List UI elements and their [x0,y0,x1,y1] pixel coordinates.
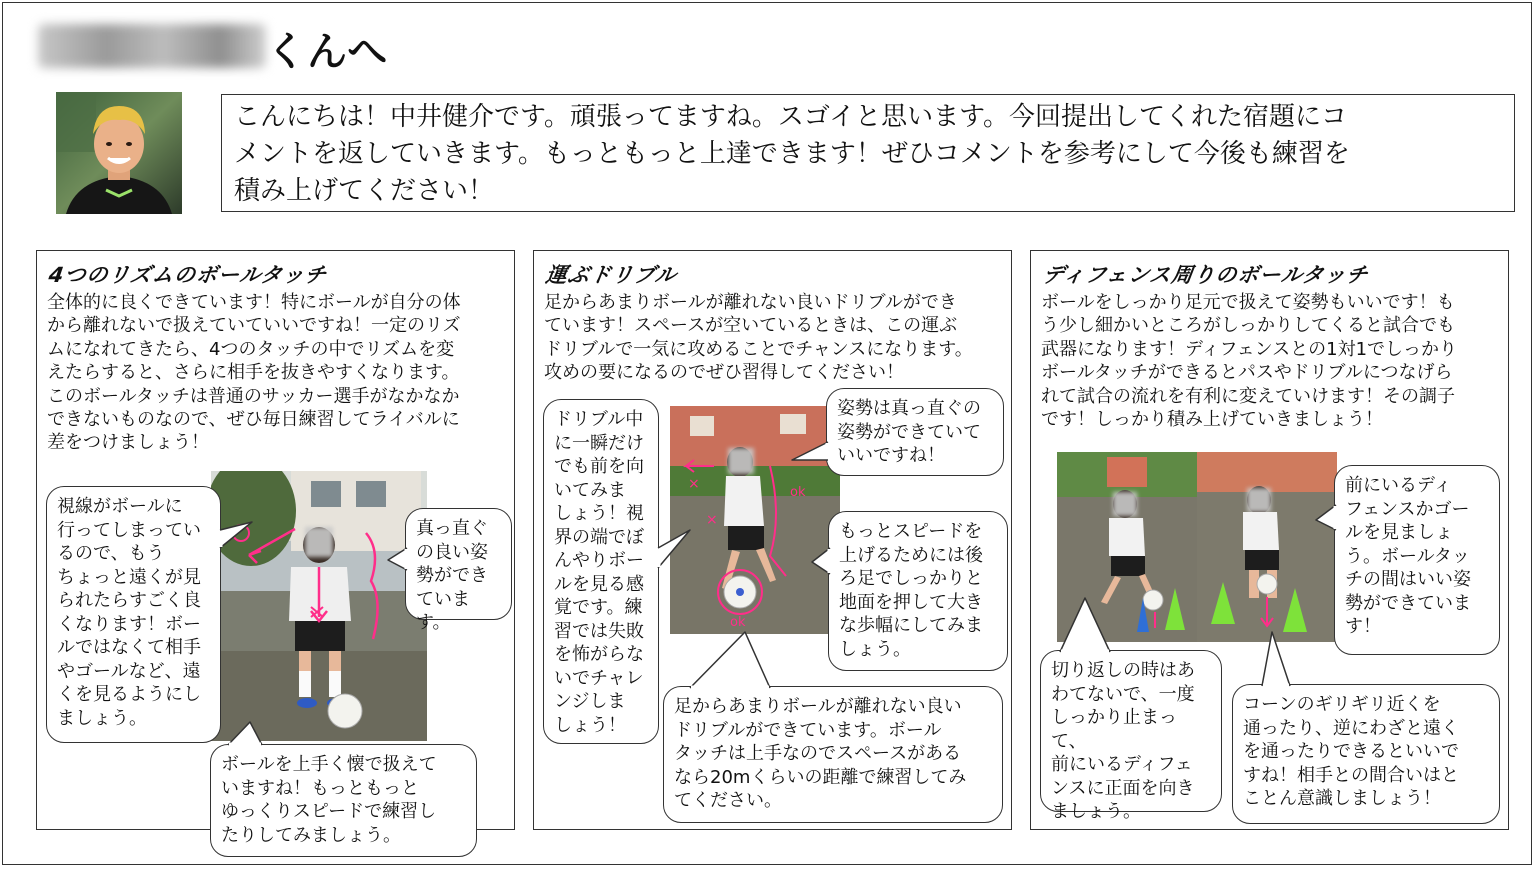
annotation-mark: × [706,512,718,528]
bubble-line: う。ボールタッ [1345,545,1470,567]
panel-body-line: です！しっかり積み上げていきましょう！ [1041,409,1383,431]
player-cone-photo [1197,452,1337,642]
bubble-line: ドリブル中 [554,409,644,430]
bubble-line: いますね！もっともっと [221,777,419,799]
bubble-line: 姿勢ができていて [837,421,981,443]
bubble-line: 地面を押して大き [839,591,983,613]
bubble-line: もっとスピードを [839,521,983,542]
panel-body-line: ボールタッチができるとパスやドリブルにつなげら [1041,362,1453,384]
panel-body-line: う少し細かいところがしっかりしてくると試合でも [1041,315,1455,337]
bubble-line: なら20mくらいの距離で練習してみ [674,766,967,788]
bubble-line: でも前を向 [554,456,644,477]
panel-body-line: このボールタッチは普通のサッカー選手がなかなか [47,385,460,407]
bubble-line: フェンスかゴー [1345,498,1470,520]
panel-body-line: 足からあまりボールが離れない良いドリブルができ [544,292,957,313]
bubble-line: 覚です。練 [554,597,643,618]
intro-line: こんにちは！中井健介です。頑張ってますね。スゴイと思います。今回提出してくれた宿題にコ [234,102,1348,132]
player-ball-touch-photo [211,471,427,741]
panel-title: 4つのリズムのボールタッチ [47,263,329,287]
panel-body-line: 武器になります！ディフェンスとの1対1でしっかり [1041,338,1458,360]
comment-bubble [826,388,1004,476]
bubble-line: ンジしま [554,691,626,712]
panel-body-line: ムになれてきたら、4つのタッチの中でリズムを変 [47,338,455,360]
panel-body-line: ています！スペースが空いているときは、この運ぶ [544,315,958,337]
bubble-line: な歩幅にしてみま [839,615,983,636]
bubble-line: 真っ直ぐ [416,518,488,539]
comment-bubble [1040,650,1222,822]
bubble-line: しっかり止まって、 [1051,707,1177,752]
comment-bubble [1334,465,1500,655]
bubble-line: ルを見る感 [554,573,644,595]
intro-line: メントを返していきます。もっともっと上達できます！ぜひコメントを参考にして今後も練習を [234,139,1350,169]
player-ball-touch-image [211,471,427,741]
panel-body [544,291,973,385]
bubble-line: 勢ができ [416,565,488,586]
bubble-line: たりしてみましょう。 [221,824,401,846]
panel-body-line: 差をつけましょう！ [47,432,209,454]
bubble-line: チの間はいい姿 [1345,569,1471,590]
bubble-line: を怖がらな [554,644,644,665]
comment-bubble [405,508,512,633]
player-dribble-photo [670,406,840,634]
panel-body [1041,291,1457,431]
bubble-line: す！ [1345,616,1381,637]
intro-message [221,94,1515,212]
bubble-line: わてないで、一度 [1051,683,1195,705]
bubble-line: やゴールなど、遠 [57,660,201,682]
bubble-line: ンスに正面を向き [1051,777,1195,799]
bubble-line: 行ってしまってい [57,519,201,541]
bubble-line: 姿勢は真っ直ぐの [837,398,981,419]
bubble-line: タッチは上手なのでスペースがある [674,743,962,764]
bubble-line: すね！相手との間合いはと [1243,764,1459,786]
bubble-line: しょう！視 [554,503,644,524]
bubble-line: てください。 [674,790,782,811]
bubble-line: しょう！ [554,714,626,736]
bubble-line: るので、もう [57,543,165,564]
redacted-student-name [38,24,266,68]
salutation: くんへ [266,29,389,75]
panel-body-line: できないものなので、ぜひ毎日練習してライバルに [47,409,460,431]
annotation-mark: ok [730,615,746,630]
panel-body-line: ボールをしっかり足元で扱えて姿勢もいいです！も [1041,292,1455,313]
bubble-line: ドリブルができています。ボール [674,719,942,741]
comment-bubble [46,486,221,743]
bubble-line: しょう。 [839,638,911,660]
bubble-line: 前にいるディ [1345,475,1452,496]
bubble-line: ルを見ましょ [1345,522,1453,543]
bubble-line: ています。 [416,588,470,633]
bubble-line: コーンのギリギリ近くを [1243,694,1441,715]
bubble-line: んやりボー [554,550,644,571]
bubble-line: ルではなくて相手 [57,637,201,658]
bubble-line: 切り返しの時はあ [1051,660,1195,681]
bubble-line: くなります！ボー [57,613,201,635]
bubble-line: 前にいるディフェ [1051,754,1193,775]
bubble-line: いいですね！ [837,445,945,466]
comment-bubble [663,686,1003,823]
bubble-line: られたらすごく良 [57,590,201,611]
comment-bubble [828,511,1008,671]
bubble-line: 視線がボールに [57,496,183,517]
bubble-line: に一瞬だけ [554,432,644,454]
panel-body [47,291,461,455]
player-cutback-photo [1057,452,1197,642]
coach-portrait [56,92,182,214]
panel-body-line: 攻めの要になるのでぜひ習得してください！ [544,362,904,384]
bubble-line: ボールを上手く懐で扱えて [221,754,437,775]
bubble-line: くを見るようにし [57,684,201,705]
player-cone-image [1197,452,1337,642]
panel-title: 運ぶドリブル [544,263,679,287]
bubble-line: を通ったりできるといいで [1243,741,1459,762]
panel-title: ディフェンス周りのボールタッチ [1041,263,1370,287]
bubble-line: の良い姿 [416,541,488,563]
player-cutback-image [1057,452,1197,642]
bubble-line: ゆっくりスピードで練習し [221,801,437,822]
annotation-mark: × [688,476,700,492]
coach-portrait-image [56,92,182,214]
bubble-line: ろ足でしっかりと [839,568,983,589]
bubble-line: 勢ができていま [1345,592,1471,614]
annotation-mark: ok [790,485,806,500]
bubble-line: いてみま [554,479,626,501]
panel-body-line: えたらすると、さらに相手を抜きやすくなります。 [47,362,460,384]
player-dribble-image [670,406,840,634]
panel-body-line: 全体的に良くできています！特にボールが自分の体 [47,292,461,313]
bubble-line: ましょう。 [1051,801,1141,822]
bubble-line: 習では失敗 [554,620,644,642]
panel-body-line: れて試合の流れを有利に変えていけます！その調子 [1041,385,1455,407]
bubble-line: 足からあまりボールが離れない良い [674,696,962,717]
panel-body-line: から離れないで扱えていていいですね！一定のリズ [47,315,461,337]
panel-body-line: ドリブルで一気に攻めることでチャンスになります。 [544,338,973,360]
bubble-line: ちょっと遠くが見 [57,566,201,588]
bubble-line: 界の端でぼ [554,526,644,548]
comment-bubble [210,744,477,857]
comment-bubble [1232,684,1500,824]
bubble-line: 通ったり、逆にわざと遠く [1243,717,1459,739]
comment-bubble [543,399,659,744]
intro-line: 積み上げてください！ [234,176,495,206]
bubble-line: ことん意識しましょう！ [1243,788,1441,809]
bubble-line: ましょう。 [57,707,147,729]
bubble-line: いでチャレ [554,667,644,689]
bubble-line: 上げるためには後 [839,544,983,566]
